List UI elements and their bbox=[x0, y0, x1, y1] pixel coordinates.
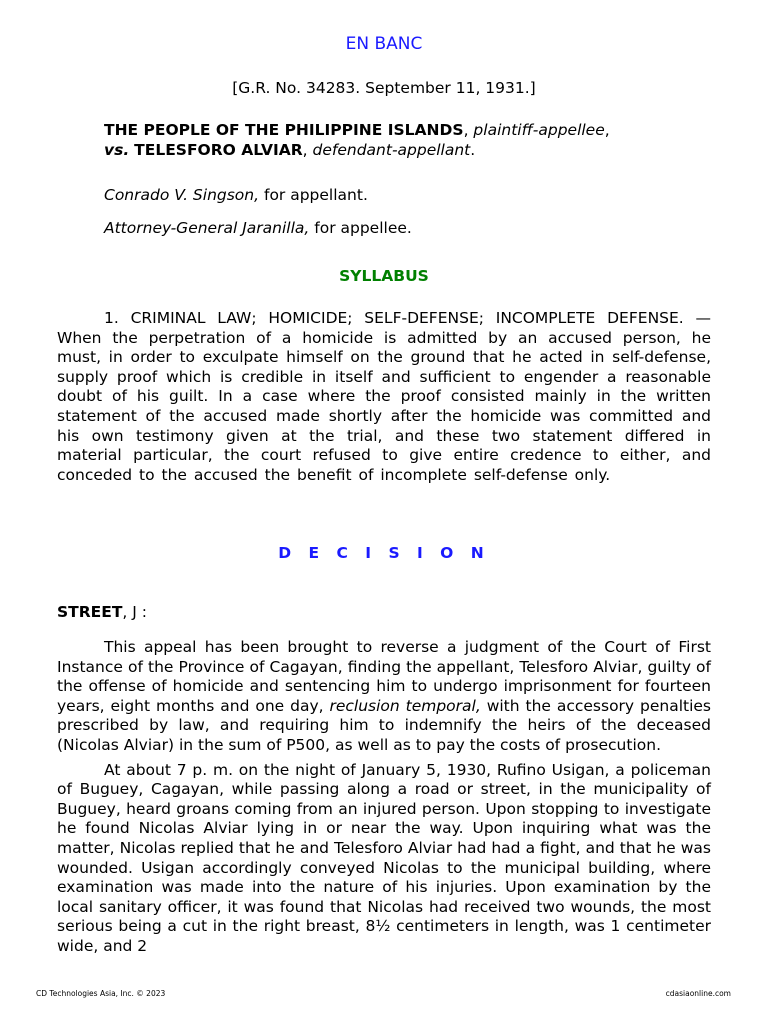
paragraph-text: with the accessory penalties prescribed by law, and requiring him to indemnify the heirs of the deceased (Nicolas Alviar) in the sum of P500, as well as to pay the costs of prosecution. bbox=[57, 696, 712, 754]
case-number: [G.R. No. 34283. September 11, 1931.] bbox=[232, 79, 536, 97]
versus-text: vs. bbox=[104, 141, 130, 159]
counsel-appellant bbox=[104, 186, 368, 204]
syllabus-paragraph: 1. CRIMINAL LAW; HOMICIDE; SELF-DEFENSE; INCOMPLETE DEFENSE. — When the perpetration of a homicide is admitted by an accused person, he must, in order to exculpate himself on the ground that he acted in self-defense, supply proof which is credible in itself and sufficient to engender a reasonable doubt of his guilt. In a case where the proof consisted mainly in the written statement of the accused made shortly after the homicide was committed and his own testimony given at the trial, and these two statement differed in material particular, the court refused to give entire credence to either, and conceded to the accused the benefit of incomplete self-defense only. bbox=[57, 309, 711, 484]
plaintiff-name: THE PEOPLE OF THE PHILIPPINE ISLANDS bbox=[104, 121, 464, 139]
footer-site-link[interactable]: cdasiaonline.com bbox=[665, 989, 731, 998]
syllabus-text bbox=[57, 309, 711, 485]
decision-paragraph-1 bbox=[57, 638, 711, 756]
defendant-role: defendant-appellant bbox=[312, 141, 471, 159]
counsel-appellee bbox=[104, 219, 412, 237]
case-parties bbox=[104, 120, 704, 160]
counsel-name: Attorney-General Jaranilla, bbox=[104, 219, 310, 237]
plaintiff-role: plaintiff-appellee bbox=[473, 121, 605, 139]
ponente-name: STREET bbox=[57, 603, 123, 621]
defendant-line: vs. TELESFORO ALVIAR, defendant-appellant. bbox=[104, 141, 476, 159]
court-division: EN BANC bbox=[345, 34, 423, 54]
footer-copyright: CD Technologies Asia, Inc. © 2023 bbox=[36, 989, 166, 998]
counsel-name: Conrado V. Singson, bbox=[104, 186, 260, 204]
paragraph-italic-text: reclusion temporal, bbox=[329, 696, 481, 715]
defendant-name: TELESFORO ALVIAR bbox=[134, 141, 303, 159]
decision-heading: D E C I S I O N bbox=[278, 544, 490, 562]
counsel-role: for appellee. bbox=[314, 219, 412, 237]
syllabus-heading: SYLLABUS bbox=[339, 267, 429, 285]
paragraph-text: This appeal has been brought to reverse a judgment of the Court of First Instance of the Province of Cagayan, finding the appellant, Telesforo Alviar, guilty of the offense of homicide and sentencing him to undergo imprisonment for fourteen years, eight months and one day, bbox=[57, 638, 711, 715]
counsel-role: for appellant. bbox=[263, 186, 368, 204]
decision-body bbox=[57, 638, 711, 962]
decision-paragraph-2: At about 7 p. m. on the night of January 5, 1930, Rufino Usigan, a policeman of Buguey, Cagayan, while passing along a road or street, in the municipality of Buguey, heard groans coming from an injured person. Upon stopping to investigate he found Nicolas Alviar lying in or near the way. Upon inquiring what was the matter, Nicolas replied that he and Telesforo Alviar had had a fight, and that he was wounded. Usigan accordingly conveyed Nicolas to the municipal building, where examination was made into the nature of his injuries. Upon examination by the local sanitary officer, it was found that Nicolas had received two wounds, the most serious being a cut in the right breast, 8½ centimeters in length, was 1 centimeter wide, and 2 bbox=[57, 760, 711, 955]
ponente-suffix: , J : bbox=[122, 603, 147, 621]
ponente bbox=[57, 603, 147, 621]
plaintiff-line: THE PEOPLE OF THE PHILIPPINE ISLANDS, plaintiff-appellee, bbox=[104, 121, 610, 139]
